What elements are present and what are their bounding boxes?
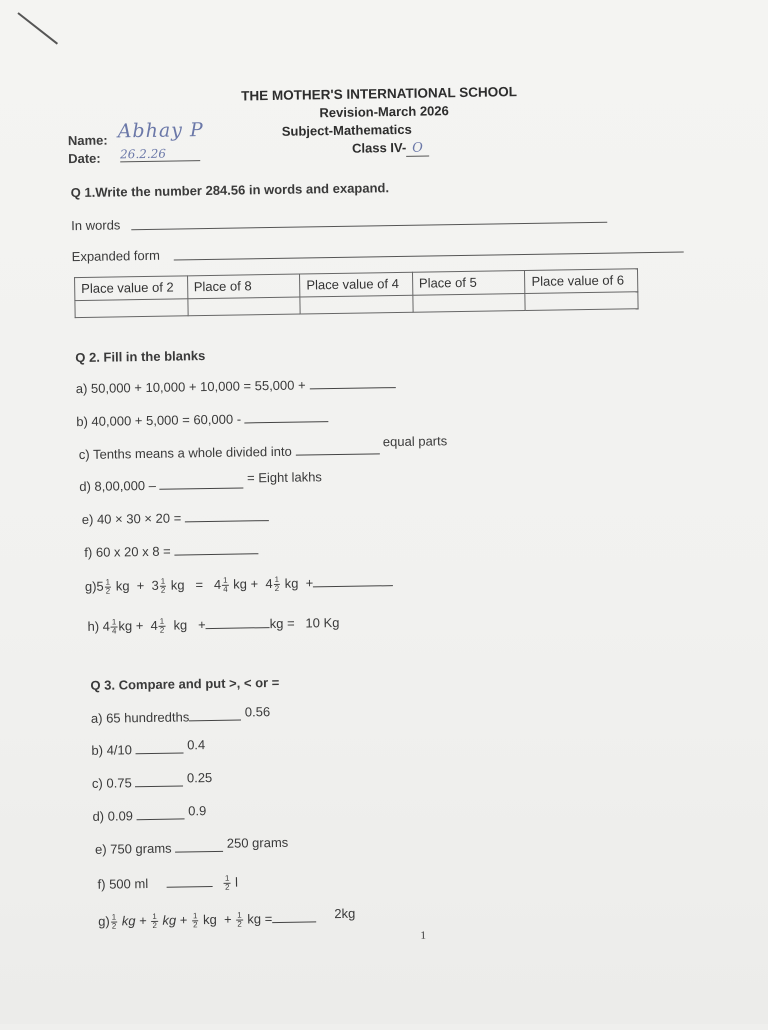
answer-blank[interactable]: [135, 774, 183, 787]
q3-title: Q 3. Compare and put >, < or =: [90, 674, 280, 693]
unit: kg: [247, 911, 262, 927]
q3-g: [98, 905, 356, 931]
table-header-cell: Place of 5: [412, 271, 525, 296]
q2-a: [76, 376, 396, 396]
fraction: $\frac{1}{2}$: [160, 576, 166, 595]
subject-title: Subject-Mathematics: [281, 121, 412, 139]
q1-expanded-label: Expanded form: [71, 247, 160, 265]
answer-cell[interactable]: [525, 292, 638, 311]
q3-d-right: 0.9: [188, 803, 207, 819]
class-section: O: [406, 141, 429, 157]
unit: kg: [284, 575, 299, 591]
q3-g-right: 2kg: [334, 905, 356, 922]
q1-expanded-line: [174, 252, 684, 261]
q3-g-label: g): [98, 913, 110, 929]
fraction: $\frac{1}{2}$: [224, 873, 230, 892]
q3-b-left: b) 4/10: [91, 742, 133, 758]
unit: kg: [202, 911, 217, 928]
fraction: $\frac{1}{2}$: [237, 910, 242, 929]
table-header-cell: Place value of 4: [300, 272, 413, 297]
answer-blank[interactable]: [245, 410, 329, 423]
answer-blank[interactable]: [175, 840, 223, 853]
table-header-cell: Place value of 6: [525, 269, 638, 294]
q3-b-right: 0.4: [187, 737, 206, 753]
name-value: Abhay P: [117, 119, 204, 143]
answer-blank[interactable]: [185, 509, 269, 522]
q2-e: [82, 509, 269, 527]
plus-sign: +: [139, 913, 147, 929]
fraction: $\frac{1}{2}$: [105, 577, 111, 596]
q3-c-left: c) 0.75: [91, 775, 132, 791]
answer-blank[interactable]: [206, 616, 270, 629]
q2-g-label: g): [84, 578, 97, 594]
name-label: Name:: [67, 132, 108, 149]
unit: kg: [269, 615, 284, 632]
unit: kg: [233, 576, 248, 592]
q2-b: [76, 410, 329, 429]
fraction: $\frac{1}{4}$: [111, 617, 117, 636]
answer-cell[interactable]: [187, 297, 300, 316]
q2-d-text: d) 8,00,000 –: [79, 477, 157, 495]
answer-blank[interactable]: [272, 910, 316, 923]
unit: kg: [170, 577, 185, 593]
q2-b-text: b) 40,000 + 5,000 = 60,000 -: [76, 411, 242, 430]
fraction: $\frac{1}{2}$: [152, 911, 157, 931]
table-header-cell: Place value of 2: [75, 276, 188, 301]
answer-blank[interactable]: [174, 542, 258, 555]
fraction: $\frac{1}{4}$: [222, 575, 228, 594]
answer-cell[interactable]: [300, 295, 413, 314]
q3-b: [91, 737, 206, 758]
answer-blank[interactable]: [309, 376, 395, 389]
unit: kg: [118, 618, 133, 634]
equals-sign: =: [286, 615, 295, 631]
q3-e-left: e) 750 grams: [94, 840, 172, 857]
q1-words-label: In words: [71, 217, 121, 234]
answer-blank[interactable]: [189, 709, 241, 722]
q2-d-suffix: = Eight lakhs: [246, 469, 322, 486]
answer-blank[interactable]: [166, 875, 212, 888]
unit: l: [234, 874, 239, 890]
q2-d: [79, 469, 322, 495]
class-title: [352, 140, 429, 157]
plus-sign: +: [179, 912, 188, 928]
plus-sign: +: [197, 617, 206, 633]
q3-d: [92, 803, 207, 824]
unit: kg: [173, 617, 188, 633]
answer-cell[interactable]: [75, 299, 188, 318]
q2-c: [78, 433, 448, 463]
unit: kg: [121, 913, 136, 929]
revision-title: Revision-March 2026: [319, 103, 449, 121]
q2-h-label: h): [87, 618, 100, 634]
q3-f: [97, 875, 238, 894]
unit: kg: [162, 912, 177, 928]
mixed-whole: 4: [150, 617, 158, 633]
answer-blank[interactable]: [159, 476, 243, 489]
school-name: THE MOTHER'S INTERNATIONAL SCHOOL: [241, 84, 518, 104]
q3-a-right: 0.56: [244, 704, 271, 720]
answer-blank[interactable]: [295, 442, 379, 455]
q2-h: [87, 615, 339, 636]
page-number: 1: [420, 929, 427, 942]
plus-sign: +: [135, 618, 144, 634]
class-label: Class IV-: [351, 139, 407, 156]
fraction: $\frac{1}{2}$: [274, 574, 280, 594]
q2-c-text: c) Tenths means a whole divided into: [78, 443, 292, 463]
q3-a-left: a) 65 hundredths: [90, 709, 190, 726]
answer-blank[interactable]: [136, 807, 184, 820]
q3-e: [94, 834, 289, 857]
unit: Kg: [323, 614, 340, 631]
q2-e-text: e) 40 × 30 × 20 =: [81, 510, 182, 528]
q2-f-text: f) 60 x 20 x 8 =: [84, 543, 171, 560]
unit: kg: [115, 578, 130, 594]
q1-words-line: [131, 222, 607, 230]
q3-f-left: f) 500 ml: [97, 876, 149, 892]
plus-sign: +: [223, 911, 232, 927]
q3-a: [90, 704, 271, 726]
plus-sign: +: [250, 576, 259, 592]
date-label: Date:: [68, 150, 101, 167]
q2-c-suffix: equal parts: [382, 433, 448, 450]
mixed-whole: 3: [151, 577, 159, 593]
fraction: $\frac{1}{2}$: [159, 616, 165, 635]
place-value-table: [74, 268, 639, 318]
plus-sign: +: [305, 575, 314, 591]
fraction: $\frac{1}{2}$: [111, 912, 117, 931]
table-header-cell: Place of 8: [187, 274, 300, 299]
q3-e-right: 250 grams: [226, 834, 289, 851]
mixed-whole: 5: [96, 578, 104, 594]
date-value: 26.2.26: [120, 146, 200, 162]
equals-sign: =: [264, 911, 273, 927]
fraction: $\frac{1}{2}$: [192, 911, 198, 930]
q2-title: Q 2. Fill in the blanks: [75, 348, 206, 366]
q3-d-left: d) 0.09: [92, 808, 134, 824]
mixed-whole: 4: [213, 576, 222, 592]
result-value: 10: [305, 615, 321, 631]
equals-sign: =: [195, 577, 204, 593]
mixed-whole: 4: [102, 618, 111, 634]
q2-f: [84, 542, 258, 560]
q2-g: [85, 574, 394, 596]
answer-cell[interactable]: [413, 294, 526, 313]
answer-blank[interactable]: [313, 574, 393, 587]
q3-c-right: 0.25: [186, 769, 213, 786]
answer-blank[interactable]: [135, 741, 183, 754]
q3-c: [91, 769, 213, 791]
mixed-whole: 4: [265, 576, 273, 592]
q1-title: Q 1.Write the number 284.56 in words and exapand.: [70, 180, 390, 201]
q2-a-text: a) 50,000 + 10,000 + 10,000 = 55,000 +: [75, 377, 306, 397]
plus-sign: +: [136, 578, 145, 594]
